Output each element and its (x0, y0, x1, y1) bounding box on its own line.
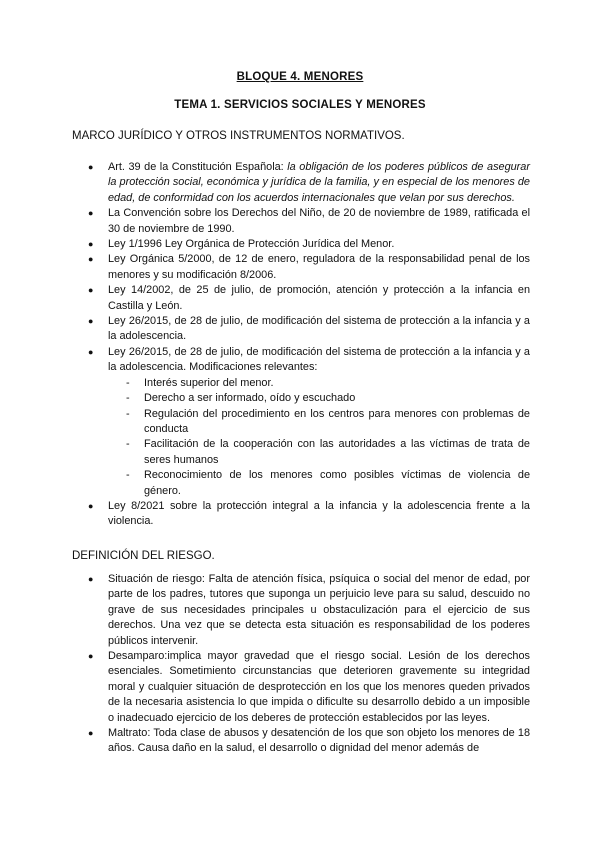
sub-list-item (108, 407, 530, 438)
dash-icon: - (126, 392, 130, 405)
list-item-text: Desamparo:implica mayor gravedad que el riesgo social. Lesión de los derechos esenciales. Sometimiento circunstancias que deterioren gravemente su integridad moral y cualquier situación de desprotección en los que los menores queden privados de la necesaria asistencia lo que impida o dificulte su desarrollo debido a un imposible o inadecuado ejercicio de los deberes de protección establecidos por las leyes. (108, 650, 530, 724)
dash-icon: - (126, 438, 130, 451)
sub-item-text: Derecho a ser informado, oído y escuchado (144, 392, 356, 405)
list-item-text: Ley 26/2015, de 28 de julio, de modificación del sistema de protección a la infancia y a la adolescencia. (108, 315, 530, 343)
dash-icon: - (126, 376, 130, 389)
list-item-text: Ley 1/1996 Ley Orgánica de Protección Jurídica del Menor. (108, 238, 395, 251)
legal-list (72, 160, 530, 530)
list-item-text: Ley 14/2002, de 25 de julio, de promoción, atención y protección a la infancia en Castilla y León. (108, 284, 530, 312)
sub-list-item (108, 437, 530, 468)
dash-icon: - (126, 407, 130, 420)
art39-quote: la obligación de los poderes públicos de asegurar la protección social, económica y jurídica de la familia, y en especial de los menores de edad, de conformidad con los acuerdos internacionales que velan por sus derechos. (108, 161, 530, 204)
list-item-text: Ley 8/2021 sobre la protección integral a la infancia y la adolescencia frente a la violencia. (108, 499, 530, 528)
sub-item-text: Regulación del procedimiento en los centros para menores con problemas de conducta (144, 407, 530, 435)
bullet-icon: ● (88, 316, 94, 327)
section-legal-heading: MARCO JURÍDICO Y OTROS INSTRUMENTOS NORMATIVOS. (72, 130, 405, 142)
bullet-icon: ● (88, 346, 94, 357)
block-heading: BLOQUE 4. MENORES (236, 71, 364, 83)
list-item (72, 345, 530, 499)
topic-heading: TEMA 1. SERVICIOS SOCIALES Y MENORES (174, 99, 426, 111)
risk-list (72, 572, 530, 757)
list-item (72, 206, 530, 237)
list-item (72, 726, 530, 757)
list-item (72, 499, 530, 530)
dash-icon: - (126, 469, 130, 482)
art39-lead: Art. 39 de la Constitución Española: (108, 161, 288, 173)
sub-list-item (108, 376, 530, 391)
bullet-icon: ● (88, 500, 94, 511)
list-item-text: Situación de riesgo: Falta de atención física, psíquica o social del menor de edad, por parte de los padres, tutores que suponga un perjuicio leve para su salud, descuido no grave de sus necesidades principales u obstaculización para el ejercicio de sus derechos. Una vez que se detecta esta situación es responsabilidad de los poderes públicos intervenir. (108, 573, 530, 647)
list-item-text: Maltrato: Toda clase de abusos y desatención de los que son objeto los menores de 18 años. Causa daño en la salud, el desarrollo o dignidad del menor además de (108, 727, 530, 755)
section-risk-heading: DEFINICIÓN DEL RIESGO. (72, 550, 215, 562)
bullet-icon: ● (88, 651, 94, 662)
list-item (72, 572, 530, 649)
sub-item-text: Facilitación de la cooperación con las autoridades a las víctimas de trata de seres humanos (144, 438, 530, 466)
bullet-icon: ● (88, 254, 94, 265)
bullet-icon: ● (88, 162, 94, 172)
sub-list-item (108, 391, 530, 406)
list-item-text: La Convención sobre los Derechos del Niño, de 20 de noviembre de 1989, ratificada el 30 de noviembre de 1990. (108, 207, 530, 235)
list-item (72, 160, 530, 206)
list-item (72, 283, 530, 314)
list-item-text: Ley Orgánica 5/2000, de 12 de enero, reguladora de la responsabilidad penal de los menores y su modificación 8/2006. (108, 253, 530, 281)
list-item (72, 649, 530, 726)
bullet-icon: ● (88, 285, 94, 296)
sub-list-item (108, 468, 530, 499)
modifications-list (108, 376, 530, 499)
list-item-text: Ley 26/2015, de 28 de julio, de modificación del sistema de protección a la infancia y a la adolescencia. Modificaciones relevantes: (108, 345, 530, 374)
list-item (72, 314, 530, 345)
bullet-icon: ● (88, 239, 94, 250)
bullet-icon: ● (88, 208, 94, 219)
sub-item-text: Interés superior del menor. (144, 376, 274, 389)
list-item (72, 252, 530, 283)
bullet-icon: ● (88, 728, 94, 739)
bullet-icon: ● (88, 574, 94, 584)
list-item (72, 237, 530, 252)
sub-item-text: Reconocimiento de los menores como posibles víctimas de violencia de género. (144, 469, 530, 497)
